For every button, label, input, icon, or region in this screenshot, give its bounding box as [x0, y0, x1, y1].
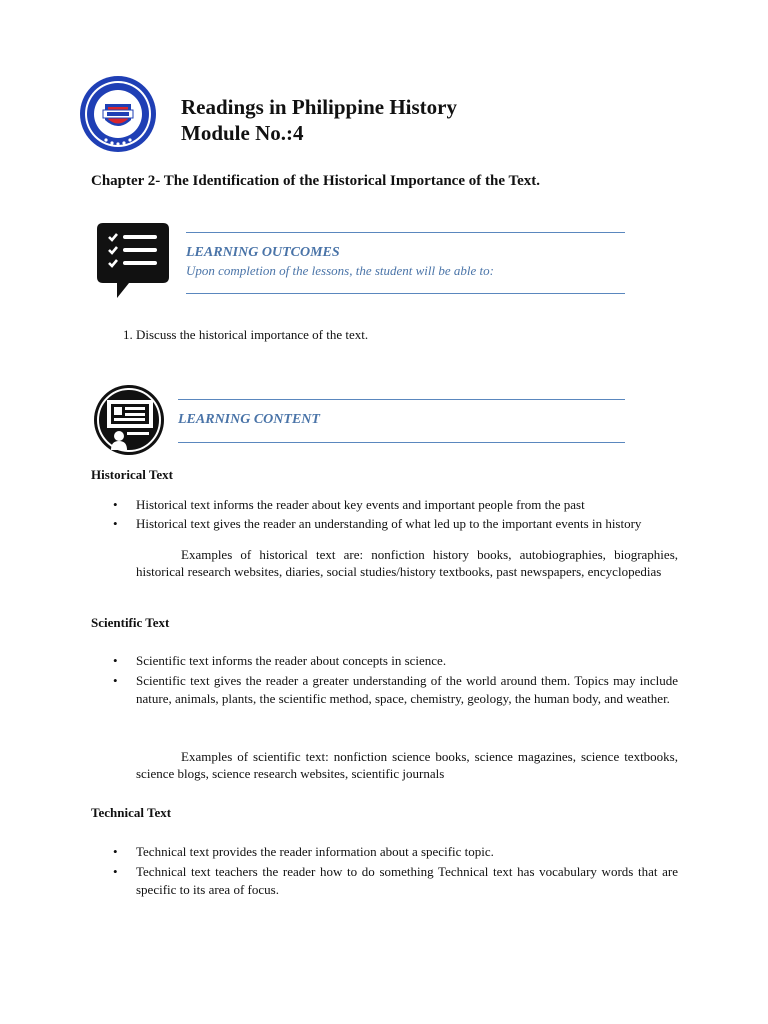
content-top-rule [178, 399, 625, 400]
list-item-text: Historical text informs the reader about key events and important people from the past [136, 497, 585, 512]
module-course-title: Readings in Philippine History [181, 95, 457, 119]
outcomes-bottom-rule [186, 293, 625, 294]
bullet-glyph: • [113, 497, 118, 512]
chapter-title: Chapter 2- The Identification of the Historical Importance of the Text. [91, 173, 540, 189]
presentation-screen-icon [93, 384, 165, 456]
college-seal-icon [78, 74, 158, 154]
historical-text-heading: Historical Text [91, 467, 173, 482]
learning-content-heading: LEARNING CONTENT [178, 412, 320, 427]
scientific-text-heading: Scientific Text [91, 615, 170, 630]
list-item-text: Technical text provides the reader information about a specific topic. [136, 844, 494, 859]
bullet-glyph: • [113, 653, 118, 668]
list-item [113, 496, 678, 514]
list-item [113, 843, 678, 861]
scientific-bullet-list [113, 652, 678, 710]
list-item [113, 515, 678, 533]
list-item-text: Scientific text informs the reader about concepts in science. [136, 653, 447, 668]
list-item-text: Technical text teachers the reader how to do something Technical text has vocabulary words that are specific to its area of focus. [136, 864, 678, 897]
list-item-text: Historical text gives the reader an understanding of what led up to the important events in history [136, 516, 642, 531]
content-bottom-rule [178, 442, 625, 443]
historical-examples-paragraph: Examples of historical text are: nonfiction history books, autobiographies, biographies, historical research websites, diaries, social studies/history textbooks, past newspapers, encyclopedias [136, 547, 678, 579]
scientific-examples-paragraph: Examples of scientific text: nonfiction science books, science magazines, science textbooks, science blogs, science research websites, scientific journals [136, 749, 678, 781]
technical-bullet-list [113, 843, 678, 901]
checklist-speech-bubble-icon [95, 221, 171, 301]
outcomes-top-rule [186, 232, 625, 233]
outcome-text: Discuss the historical importance of the text. [136, 327, 369, 342]
outcome-number: 1. [123, 327, 133, 342]
bullet-glyph: • [113, 673, 118, 688]
list-item [113, 863, 678, 899]
bullet-glyph: • [113, 844, 118, 859]
bullet-glyph: • [113, 516, 118, 531]
outcome-item [123, 326, 368, 344]
bullet-glyph: • [113, 864, 118, 879]
technical-text-heading: Technical Text [91, 805, 172, 820]
list-item [113, 672, 678, 708]
list-item-text: Scientific text gives the reader a greater understanding of the world around them. Topics may include nature, animals, plants, the scientific method, space, chemistry, geology, the human body, and weather. [136, 673, 678, 706]
learning-outcomes-heading: LEARNING OUTCOMES [186, 245, 340, 260]
historical-bullet-list [113, 496, 678, 534]
module-number: Module No.:4 [181, 121, 304, 145]
learning-outcomes-subtitle: Upon completion of the lessons, the student will be able to: [186, 263, 494, 278]
list-item [113, 652, 678, 670]
